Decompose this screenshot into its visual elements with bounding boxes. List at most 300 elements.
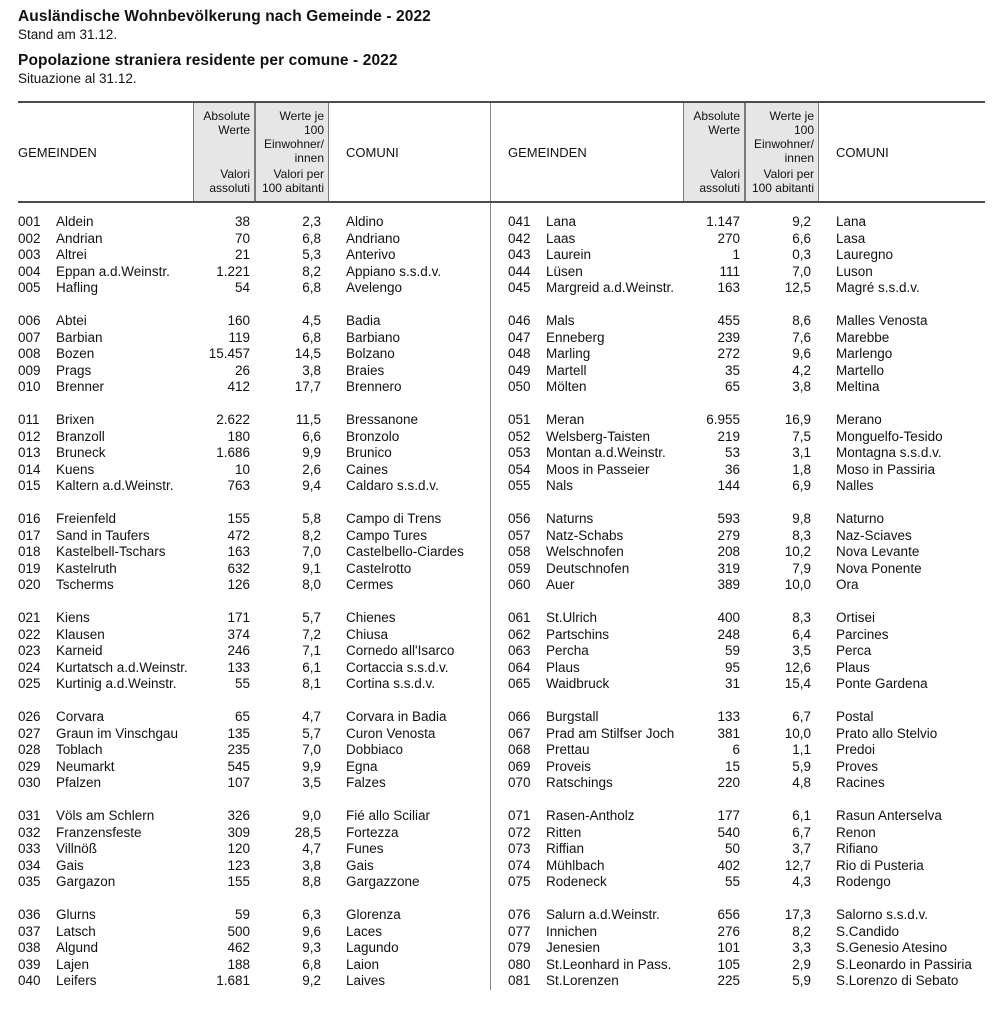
- municipality-code: 072: [508, 824, 531, 840]
- municipality-name-italian: Rifiano: [836, 841, 879, 856]
- municipality-name-german: St.Ulrich: [546, 610, 598, 625]
- value-per-100: 4,8: [792, 775, 812, 790]
- value-absolute: 133: [227, 659, 251, 675]
- table-row: [18, 363, 490, 380]
- label-line: Absolute: [203, 109, 251, 123]
- municipality-name-italian: Meltina: [836, 379, 880, 394]
- municipality-code: 023: [18, 643, 41, 658]
- table-row: [18, 676, 490, 693]
- absolute-values-label-italian: [686, 167, 740, 195]
- subtitle-italian: Situazione al 31.12.: [18, 71, 137, 86]
- municipality-name-german: Kurtatsch a.d.Weinstr.: [56, 659, 188, 675]
- table-row: [508, 841, 980, 858]
- municipality-name-italian: Luson: [836, 263, 873, 279]
- value-absolute: 101: [717, 940, 741, 955]
- value-per-100: 17,3: [784, 907, 812, 922]
- value-per-100: 7,1: [302, 643, 322, 658]
- municipality-code: 015: [18, 478, 41, 493]
- value-per-100: 7,5: [792, 428, 812, 444]
- value-per-100: 9,3: [302, 940, 322, 955]
- table-row: [18, 247, 490, 264]
- municipality-name-german: Waidbruck: [546, 676, 610, 691]
- municipality-name-italian: Corvara in Badia: [346, 709, 447, 724]
- column-header-comuni: COMUNI: [346, 144, 399, 160]
- municipality-code: 031: [18, 808, 41, 823]
- municipality-name-italian: Laives: [346, 973, 386, 988]
- municipality-code: 043: [508, 247, 531, 262]
- municipality-name-german: Glurns: [56, 907, 96, 922]
- municipality-code: 046: [508, 313, 531, 328]
- municipality-code: 055: [508, 478, 531, 493]
- column-header-absolute-values: [193, 103, 255, 201]
- municipality-code: 010: [18, 379, 41, 394]
- municipality-code: 012: [18, 428, 41, 444]
- municipality-name-german: Kastelruth: [56, 560, 117, 576]
- label-line: Valori: [220, 167, 251, 181]
- label-line: Werte: [708, 123, 741, 137]
- spacer-row: [508, 891, 980, 908]
- municipality-code: 058: [508, 544, 531, 559]
- value-absolute: 15: [724, 758, 741, 774]
- municipality-name-german: Plaus: [546, 659, 580, 675]
- municipality-name-german: Jenesien: [546, 940, 601, 955]
- municipality-name-italian: Curon Venosta: [346, 725, 436, 741]
- value-per-100: 15,4: [784, 676, 812, 691]
- municipality-name-italian: Bronzolo: [346, 428, 400, 444]
- table-row: [508, 660, 980, 677]
- statistics-table: [18, 101, 985, 990]
- table-right-half: [491, 103, 980, 990]
- table-row: [508, 544, 980, 561]
- value-absolute: 412: [227, 379, 251, 394]
- municipality-name-german: Pfalzen: [56, 775, 102, 790]
- municipality-name-italian: S.Lorenzo di Sebato: [836, 973, 959, 988]
- value-absolute: 6.955: [706, 412, 741, 427]
- municipality-code: 036: [18, 907, 41, 922]
- municipality-name-german: Salurn a.d.Weinstr.: [546, 907, 660, 922]
- label-line: Werte je: [769, 109, 815, 123]
- municipality-name-german: Riffian: [546, 841, 585, 856]
- value-per-100: 9,2: [792, 214, 812, 229]
- table-row: [508, 379, 980, 396]
- value-absolute: 319: [717, 560, 741, 576]
- municipality-code: 004: [18, 263, 41, 279]
- table-row: [508, 429, 980, 446]
- municipality-code: 068: [508, 742, 531, 757]
- municipality-name-italian: Lagundo: [346, 940, 399, 955]
- value-per-100: 3,1: [792, 445, 812, 460]
- value-absolute: 2.622: [216, 412, 251, 427]
- table-row: [508, 264, 980, 281]
- value-per-100: 14,5: [294, 346, 322, 361]
- municipality-name-german: Freienfeld: [56, 511, 117, 526]
- value-absolute: 133: [717, 709, 741, 724]
- value-per-100: 9,1: [302, 560, 322, 576]
- municipality-name-italian: Egna: [346, 758, 378, 774]
- municipality-code: 038: [18, 940, 41, 955]
- value-absolute: 50: [724, 841, 741, 856]
- municipality-name-italian: Cortina s.s.d.v.: [346, 676, 436, 691]
- value-absolute: 381: [717, 725, 741, 741]
- municipality-name-german: Laas: [546, 230, 576, 246]
- value-absolute: 1: [732, 247, 741, 262]
- value-absolute: 105: [717, 956, 741, 972]
- value-absolute: 10: [234, 461, 251, 477]
- value-absolute: 219: [717, 428, 741, 444]
- municipality-name-italian: Lauregno: [836, 247, 894, 262]
- municipality-code: 069: [508, 758, 531, 774]
- table-row: [18, 528, 490, 545]
- value-per-100: 16,9: [784, 412, 812, 427]
- value-per-100: 5,8: [302, 511, 322, 526]
- municipality-code: 076: [508, 907, 531, 922]
- value-absolute: 119: [228, 329, 251, 345]
- municipality-name-german: Franzensfeste: [56, 824, 142, 840]
- municipality-name-german: Leifers: [56, 973, 97, 988]
- value-absolute: 135: [227, 725, 251, 741]
- value-per-100: 6,8: [302, 329, 322, 345]
- value-absolute: 163: [227, 544, 251, 559]
- municipality-name-italian: Rio di Pusteria: [836, 857, 924, 873]
- value-per-100: 9,9: [302, 758, 322, 774]
- table-row: [18, 742, 490, 759]
- municipality-code: 042: [508, 230, 531, 246]
- municipality-code: 003: [18, 247, 41, 262]
- per-100-label-italian: [748, 167, 814, 195]
- absolute-values-label-german: [686, 109, 740, 137]
- value-absolute: 276: [717, 923, 741, 939]
- table-row: [508, 214, 980, 231]
- municipality-code: 060: [508, 577, 531, 592]
- table-body: [18, 201, 490, 990]
- municipality-name-german: Bozen: [56, 346, 95, 361]
- label-line: Einwohner/: [263, 137, 325, 151]
- value-absolute: 246: [227, 643, 251, 658]
- value-absolute: 656: [717, 907, 741, 922]
- table-row: [18, 924, 490, 941]
- municipality-name-italian: Dobbiaco: [346, 742, 404, 757]
- municipality-name-italian: Andriano: [346, 230, 401, 246]
- label-line: Absolute: [693, 109, 741, 123]
- value-absolute: 462: [227, 940, 251, 955]
- municipality-name-italian: Ora: [836, 577, 859, 592]
- municipality-name-italian: Racines: [836, 775, 885, 790]
- label-line: Werte: [218, 123, 251, 137]
- municipality-code: 040: [18, 973, 41, 988]
- value-absolute: 31: [724, 676, 741, 691]
- municipality-name-italian: Laces: [346, 923, 383, 939]
- municipality-name-italian: S.Leonardo in Passiria: [836, 956, 972, 972]
- table-row: [508, 924, 980, 941]
- value-per-100: 12,6: [784, 659, 812, 675]
- value-per-100: 8,2: [302, 527, 322, 543]
- municipality-name-italian: Cortaccia s.s.d.v.: [346, 659, 449, 675]
- municipality-name-italian: Nalles: [836, 478, 874, 493]
- value-per-100: 9,2: [302, 973, 322, 988]
- municipality-code: 026: [18, 709, 41, 724]
- municipality-name-italian: Aldino: [346, 214, 384, 229]
- table-row: [508, 726, 980, 743]
- municipality-name-italian: Avelengo: [346, 280, 403, 295]
- table-row: [18, 610, 490, 627]
- value-absolute: 188: [227, 956, 251, 972]
- value-per-100: 5,7: [302, 725, 322, 741]
- value-per-100: 1,8: [792, 461, 812, 477]
- value-per-100: 2,3: [302, 214, 322, 229]
- municipality-name-italian: Bolzano: [346, 346, 395, 361]
- municipality-name-german: St.Leonhard in Pass.: [546, 956, 672, 972]
- value-absolute: 155: [227, 511, 251, 526]
- municipality-code: 018: [18, 544, 41, 559]
- value-absolute: 632: [227, 560, 251, 576]
- value-per-100: 5,3: [302, 247, 322, 262]
- value-absolute: 279: [717, 527, 741, 543]
- table-row: [18, 445, 490, 462]
- value-absolute: 220: [717, 775, 741, 790]
- value-absolute: 126: [227, 577, 251, 592]
- municipality-name-german: Neumarkt: [56, 758, 115, 774]
- municipality-code: 059: [508, 560, 531, 576]
- municipality-code: 077: [508, 923, 531, 939]
- value-per-100: 10,0: [784, 725, 812, 741]
- municipality-name-german: Deutschnofen: [546, 560, 630, 576]
- municipality-code: 037: [18, 923, 41, 939]
- value-per-100: 8,2: [302, 263, 322, 279]
- table-row: [508, 940, 980, 957]
- label-line: Valori: [710, 167, 741, 181]
- municipality-name-german: Kuens: [56, 461, 95, 477]
- value-absolute: 389: [717, 577, 741, 592]
- table-row: [508, 346, 980, 363]
- municipality-name-german: Corvara: [56, 709, 105, 724]
- municipality-name-italian: Merano: [836, 412, 882, 427]
- spacer-row: [508, 396, 980, 413]
- municipality-name-german: Lüsen: [546, 263, 583, 279]
- municipality-code: 021: [18, 610, 41, 625]
- table-row: [508, 445, 980, 462]
- municipality-name-italian: Brunico: [346, 445, 392, 460]
- municipality-code: 044: [508, 263, 531, 279]
- value-per-100: 10,0: [784, 577, 812, 592]
- municipality-name-german: Völs am Schlern: [56, 808, 155, 823]
- municipality-name-italian: Glorenza: [346, 907, 401, 922]
- municipality-name-german: Lajen: [56, 956, 90, 972]
- municipality-name-german: Villnöß: [56, 841, 98, 856]
- value-absolute: 6: [732, 742, 741, 757]
- municipality-name-italian: Campo di Trens: [346, 511, 442, 526]
- table-row: [508, 775, 980, 792]
- table-row: [508, 280, 980, 297]
- value-per-100: 3,5: [302, 775, 322, 790]
- municipality-name-german: Mals: [546, 313, 575, 328]
- municipality-name-italian: Ponte Gardena: [836, 676, 928, 691]
- value-per-100: 3,7: [792, 841, 812, 856]
- value-per-100: 12,7: [784, 857, 812, 873]
- municipality-code: 002: [18, 230, 41, 246]
- municipality-code: 061: [508, 610, 531, 625]
- municipality-code: 047: [508, 329, 531, 345]
- municipality-code: 019: [18, 560, 41, 576]
- value-per-100: 9,6: [792, 346, 812, 361]
- value-per-100: 4,7: [302, 709, 322, 724]
- municipality-name-italian: Naturno: [836, 511, 885, 526]
- municipality-name-german: Abtei: [56, 313, 87, 328]
- column-header-per-100-inhabitants: [255, 103, 329, 201]
- municipality-name-italian: Cermes: [346, 577, 394, 592]
- municipality-name-german: Andrian: [56, 230, 103, 246]
- table-row: [18, 808, 490, 825]
- table-row: [508, 973, 980, 990]
- municipality-name-italian: S.Genesio Atesino: [836, 940, 948, 955]
- municipality-name-italian: Gais: [346, 857, 374, 873]
- value-per-100: 6,7: [792, 824, 812, 840]
- municipality-code: 054: [508, 461, 531, 477]
- value-absolute: 593: [717, 511, 741, 526]
- municipality-code: 052: [508, 428, 531, 444]
- table-row: [18, 643, 490, 660]
- value-per-100: 9,8: [792, 511, 812, 526]
- value-per-100: 6,9: [792, 478, 812, 493]
- municipality-name-german: Lana: [546, 214, 577, 229]
- municipality-name-italian: Anterivo: [346, 247, 396, 262]
- value-absolute: 472: [227, 527, 251, 543]
- municipality-table: [508, 103, 980, 990]
- table-row: [18, 214, 490, 231]
- value-per-100: 12,5: [784, 280, 812, 295]
- value-per-100: 10,2: [784, 544, 812, 559]
- table-row: [508, 247, 980, 264]
- municipality-code: 032: [18, 824, 41, 840]
- label-line: Valori per: [273, 167, 325, 181]
- municipality-name-german: Kaltern a.d.Weinstr.: [56, 478, 174, 493]
- table-row: [18, 660, 490, 677]
- municipality-name-italian: Renon: [836, 824, 876, 840]
- value-absolute: 163: [717, 280, 741, 295]
- municipality-name-italian: Proves: [836, 758, 879, 774]
- value-per-100: 7,0: [792, 263, 812, 279]
- municipality-code: 017: [18, 527, 41, 543]
- value-per-100: 8,3: [792, 527, 812, 543]
- municipality-name-italian: Lana: [836, 214, 867, 229]
- municipality-name-german: Eppan a.d.Weinstr.: [56, 263, 170, 279]
- value-per-100: 3,8: [302, 362, 322, 378]
- municipality-name-italian: Caldaro s.s.d.v.: [346, 478, 439, 493]
- table-row: [508, 742, 980, 759]
- value-absolute: 59: [234, 907, 251, 922]
- municipality-name-german: Rasen-Antholz: [546, 808, 635, 823]
- municipality-name-german: Mühlbach: [546, 857, 605, 873]
- table-header: [508, 103, 980, 201]
- value-per-100: 4,5: [302, 313, 322, 328]
- table-row: [508, 874, 980, 891]
- municipality-name-italian: Ortisei: [836, 610, 876, 625]
- spacer-row: [508, 297, 980, 314]
- municipality-name-german: Tscherms: [56, 577, 114, 592]
- municipality-name-german: Meran: [546, 412, 585, 427]
- spacer-row: [18, 495, 490, 512]
- municipality-name-italian: Campo Tures: [346, 527, 428, 543]
- table-row: [18, 330, 490, 347]
- table-row: [508, 759, 980, 776]
- value-per-100: 2,9: [792, 956, 812, 972]
- municipality-name-italian: Montagna s.s.d.v.: [836, 445, 942, 460]
- municipality-code: 041: [508, 214, 531, 229]
- value-absolute: 239: [717, 329, 741, 345]
- municipality-name-italian: Nova Levante: [836, 544, 920, 559]
- value-absolute: 177: [717, 808, 741, 823]
- municipality-code: 064: [508, 659, 531, 675]
- table-row: [18, 577, 490, 594]
- value-absolute: 1.686: [216, 445, 251, 460]
- municipality-name-italian: Funes: [346, 841, 384, 856]
- value-per-100: 3,3: [792, 940, 812, 955]
- municipality-name-german: Sand in Taufers: [56, 527, 150, 543]
- value-per-100: 8,6: [792, 313, 812, 328]
- value-absolute: 270: [717, 230, 741, 246]
- municipality-code: 016: [18, 511, 41, 526]
- value-per-100: 11,5: [295, 412, 322, 427]
- subtitle-german: Stand am 31.12.: [18, 27, 118, 42]
- municipality-name-italian: Chiusa: [346, 626, 389, 642]
- value-per-100: 5,9: [792, 973, 812, 988]
- table-row: [508, 643, 980, 660]
- value-per-100: 6,4: [792, 626, 812, 642]
- value-per-100: 7,6: [792, 329, 812, 345]
- table-row: [508, 676, 980, 693]
- value-per-100: 2,6: [302, 461, 322, 477]
- municipality-code: 049: [508, 362, 531, 378]
- table-row: [18, 940, 490, 957]
- table-header: [18, 103, 490, 201]
- value-absolute: 26: [234, 362, 251, 378]
- value-absolute: 95: [724, 659, 741, 675]
- table-row: [508, 231, 980, 248]
- table-row: [508, 627, 980, 644]
- value-absolute: 70: [234, 230, 251, 246]
- table-row: [18, 412, 490, 429]
- table-row: [18, 858, 490, 875]
- municipality-name-german: Toblach: [56, 742, 103, 757]
- table-row: [508, 462, 980, 479]
- label-line: innen: [294, 151, 325, 165]
- municipality-code: 024: [18, 659, 41, 675]
- spacer-row: [18, 792, 490, 809]
- municipality-name-german: Proveis: [546, 758, 592, 774]
- municipality-name-german: Gargazon: [56, 874, 116, 889]
- municipality-name-italian: Monguelfo-Tesido: [836, 428, 943, 444]
- value-per-100: 8,1: [302, 676, 322, 691]
- spacer-row: [18, 396, 490, 413]
- table-row: [18, 874, 490, 891]
- municipality-name-italian: Bressanone: [346, 412, 419, 427]
- table-row: [18, 973, 490, 990]
- table-row: [18, 726, 490, 743]
- municipality-name-german: Ritten: [546, 824, 582, 840]
- spacer-row: [508, 693, 980, 710]
- municipality-name-german: Auer: [546, 577, 575, 592]
- municipality-code: 066: [508, 709, 531, 724]
- municipality-name-italian: Postal: [836, 709, 874, 724]
- value-per-100: 3,8: [792, 379, 812, 394]
- table-row: [508, 577, 980, 594]
- spacer-row: [508, 594, 980, 611]
- table-row: [18, 346, 490, 363]
- municipality-name-italian: Badia: [346, 313, 381, 328]
- table-row: [18, 313, 490, 330]
- municipality-name-italian: Perca: [836, 643, 872, 658]
- municipality-name-german: Burgstall: [546, 709, 599, 724]
- municipality-name-german: Marling: [546, 346, 591, 361]
